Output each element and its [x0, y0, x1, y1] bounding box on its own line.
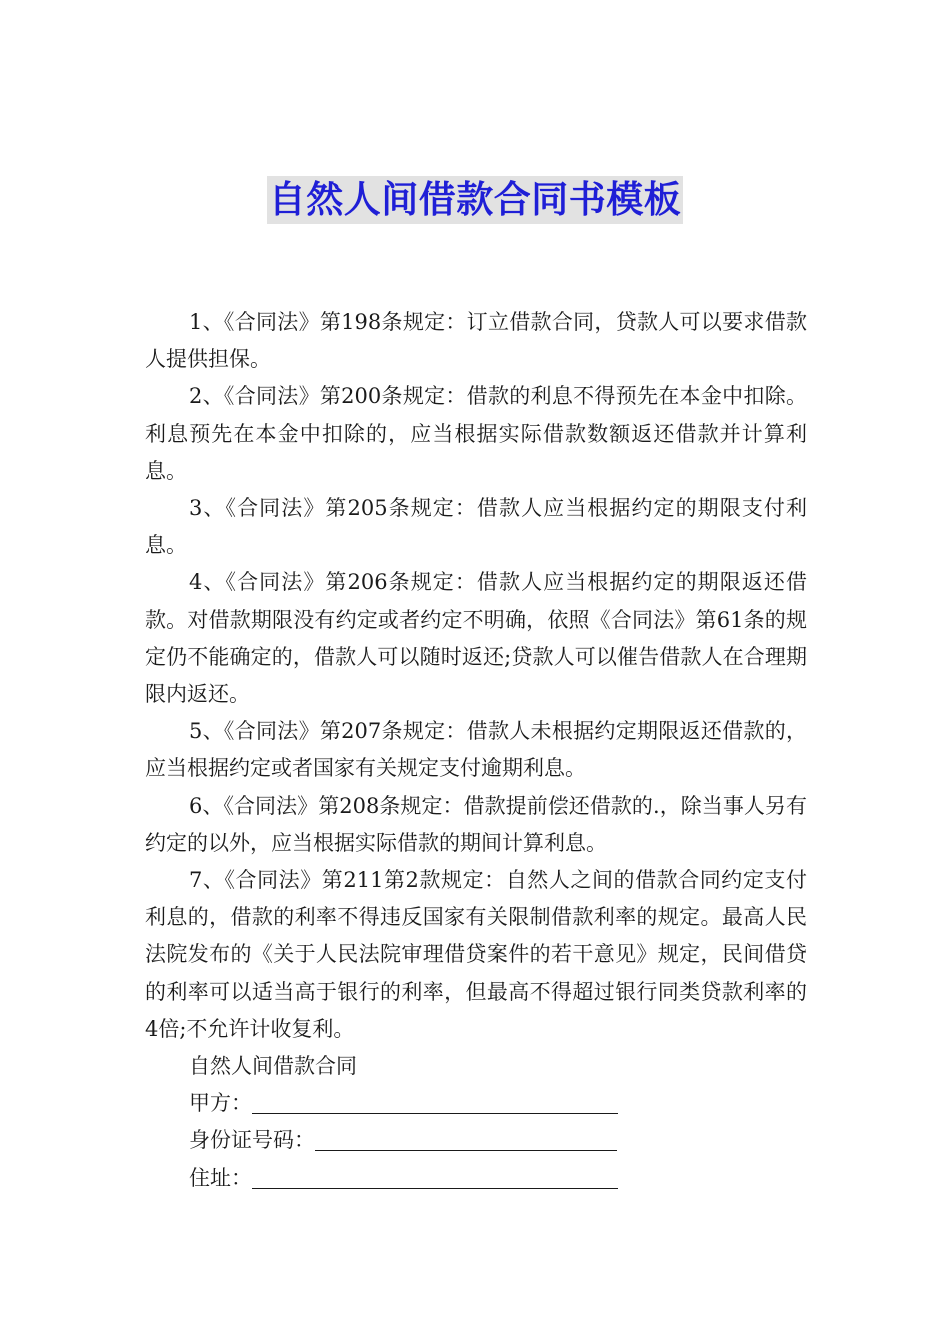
document-body	[145, 304, 807, 1197]
clause-paragraph-2: 2、《合同法》第200条规定：借款的利息不得预先在本金中扣除。利息预先在本金中扣除的，应当根据实际借款数额返还借款并计算利息。	[145, 384, 807, 483]
address-label: 住址：	[189, 1165, 252, 1190]
clause-paragraph-1: 1、《合同法》第198条规定：订立借款合同，贷款人可以要求借款人提供担保。	[145, 310, 807, 372]
party-a-blank[interactable]	[252, 1089, 618, 1114]
id-number-field	[145, 1122, 807, 1159]
clause-paragraph-7: 7、《合同法》第211第2款规定：自然人之间的借款合同约定支付利息的，借款的利率不得违反国家有关限制借款利率的规定。最高人民法院发布的《关于人民法院审理借贷案件的若干意见》规定，民间借贷的利率可以适当高于银行的利率，但最高不得超过银行同类贷款利率的4倍;不允许计收复利。	[145, 868, 807, 1041]
party-a-field	[145, 1085, 807, 1122]
address-blank[interactable]	[252, 1164, 618, 1189]
id-number-label: 身份证号码：	[189, 1128, 315, 1153]
document-title: 自然人间借款合同书模板	[267, 176, 684, 224]
contract-heading: 自然人间借款合同	[189, 1054, 357, 1079]
clause-paragraph-5: 5、《合同法》第207条规定：借款人未根据约定期限返还借款的，应当根据约定或者国家有关规定支付逾期利息。	[145, 719, 807, 781]
title-container	[0, 176, 950, 224]
clause-paragraph-3: 3、《合同法》第205条规定：借款人应当根据约定的期限支付利息。	[145, 496, 807, 558]
clause-paragraph-6: 6、《合同法》第208条规定：借款提前偿还借款的.，除当事人另有约定的以外，应当根据实际借款的期间计算利息。	[145, 793, 807, 855]
id-number-blank[interactable]	[315, 1126, 617, 1151]
clause-paragraph-4: 4、《合同法》第206条规定：借款人应当根据约定的期限返还借款。对借款期限没有约定或者约定不明确，依照《合同法》第61条的规定仍不能确定的，借款人可以随时返还;贷款人可以催告借款人在合理期限内返还。	[145, 570, 807, 707]
party-a-label: 甲方：	[189, 1091, 252, 1116]
address-field	[145, 1160, 807, 1197]
